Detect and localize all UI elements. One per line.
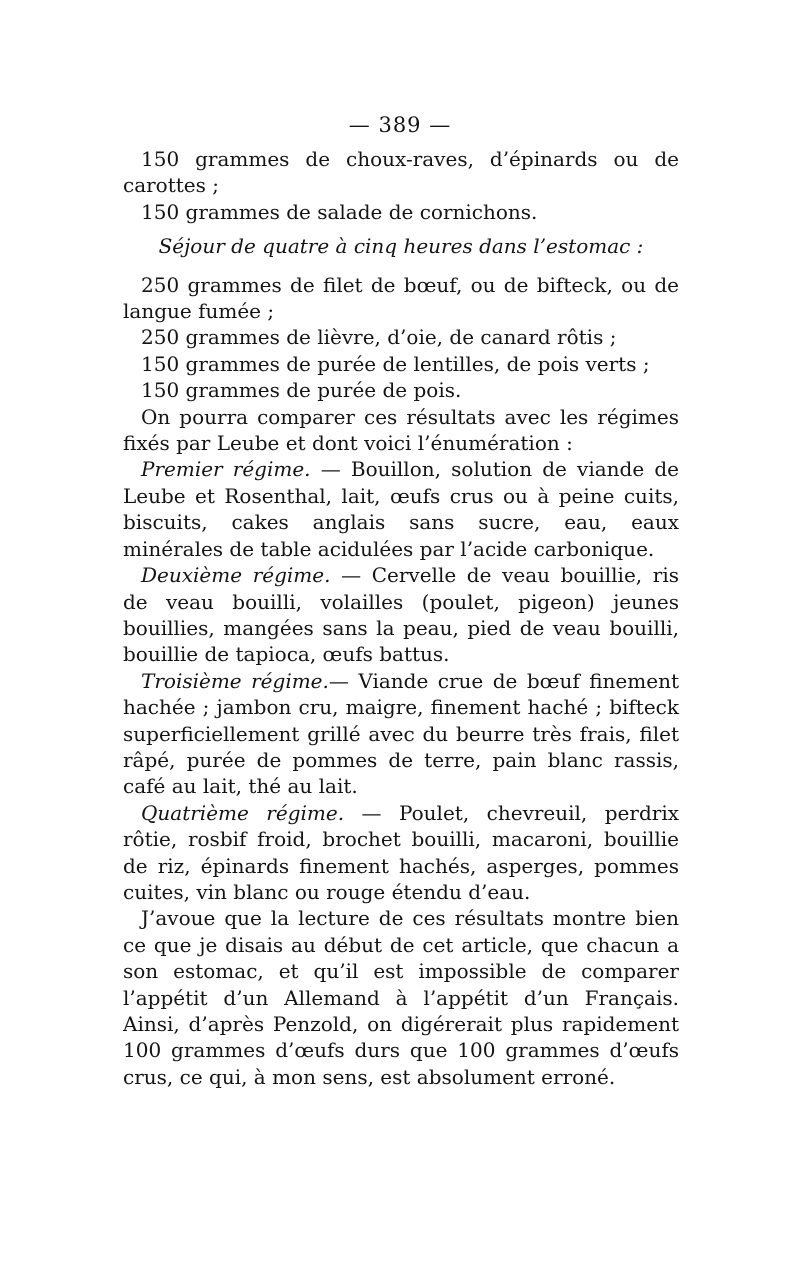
conclusion-paragraph: J’avoue que la lecture de ces résultats montre bien ce que je disais au début de cet article, que chacun a son estomac, et qu’il est impossible de comparer l’appétit d’un Allemand à l’appétit d’un Français. Ainsi, d’après Penzold, on digérerait plus rapidement 100 grammes d’œufs durs que 100 grammes d’œufs crus, ce qui, à mon sens, est absolument erroné. — [123, 906, 679, 1089]
list-item: 150 grammes de purée de pois. — [141, 378, 462, 403]
page-body — [123, 146, 679, 1090]
regime-text: — Viande crue de bœuf finement hachée ; jambon cru, maigre, finement haché ; bifteck superficiellement grillé avec du beurre très frais, filet râpé, purée de pommes de terre, pain blanc rassis, café au lait, thé au lait. — [123, 668, 679, 799]
regime-paragraph — [123, 562, 679, 668]
list-item: 150 grammes de purée de lentilles, de pois verts ; — [141, 351, 650, 376]
regime-label: Troisième régime. — [141, 668, 329, 693]
regime-paragraph — [123, 668, 679, 800]
regime-text: — Bouillon, solution de viande de Leube et Rosenthal, lait, œufs crus ou à peine cuits, biscuits, cakes anglais sans sucre, eau, eaux minérales de table acidulées par l’acide carbonique. — [123, 457, 679, 561]
list-line: 150 grammes de choux-raves, d’épinards ou de carottes ; — [123, 147, 679, 198]
regime-paragraph — [123, 800, 679, 906]
list-line: 150 grammes de salade de cornichons. — [141, 199, 538, 224]
regime-label: Premier régime. — [141, 457, 311, 482]
list-item: 250 grammes de lièvre, d’oie, de canard rôtis ; — [141, 325, 617, 350]
intro-paragraph: On pourra comparer ces résultats avec les régimes fixés par Leube et dont voici l’énumération : — [123, 404, 679, 456]
section-heading: Séjour de quatre à cinq heures dans l’estomac : — [158, 234, 644, 259]
regime-label: Deuxième régime. — [141, 563, 331, 588]
regime-paragraph — [123, 456, 679, 562]
list-item: 250 grammes de filet de bœuf, ou de bifteck, ou de langue fumée ; — [123, 272, 679, 324]
regime-text: — Cervelle de veau bouillie, ris de veau bouilli, volailles (poulet, pigeon) jeunes bouillies, mangées sans la peau, pied de veau bouilli, bouillie de tapioca, œufs battus. — [123, 563, 679, 667]
regime-text: — Poulet, chevreuil, perdrix rôtie, rosbif froid, brochet bouilli, macaroni, bouillie de riz, épinards finement hachés, asperges, pommes cuites, vin blanc ou rouge étendu d’eau. — [123, 800, 679, 904]
regime-label: Quatrième régime. — [141, 800, 345, 825]
page-number: — 389 — — [348, 113, 452, 137]
